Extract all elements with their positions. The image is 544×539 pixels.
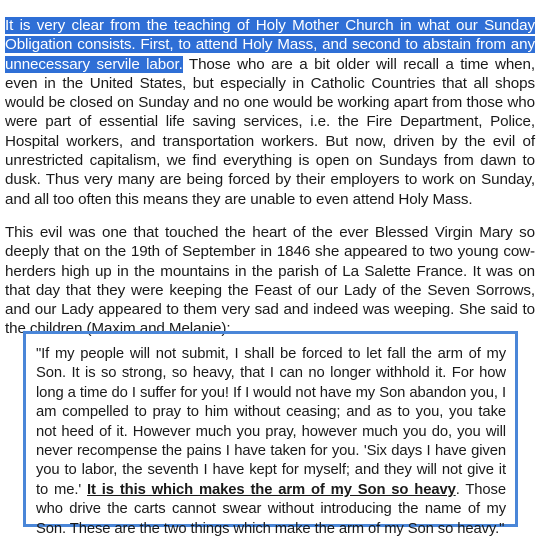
paragraph-sunday-obligation [5, 16, 535, 209]
selected-text-highlight[interactable]: It is very clear from the teaching of Holy Mother Church in what our Sunday Obligation consists. First, to attend Holy Mass, and second to abstain from any unnecessary servile labor. [5, 17, 535, 73]
document-body [5, 0, 535, 339]
paragraph-la-salette: This evil was one that touched the heart of the ever Blessed Virgin Mary so deeply that on the 19th of September in 1846 she appeared to two young cow-herders high up in the mountains in the parish of La Salette France. It was on that day that they were keeping the Feast of our Lady of the Seven Sorrows, and our Lady appeared to them very sad and indeed was weeping. She said to the children (Maxim and Melanie): [5, 223, 535, 338]
paragraph-text: Those who are a bit older will recall a time when, even in the United States, but especially in Catholic Countries that all shops would be closed on Sunday and no one would be working apart from those who were part of essential life saving services, i.e. the Fire Department, Police, Hospital workers, and transportation workers. But now, driven by the evil of unrestricted capitalism, we find everything is open on Sundays from dawn to dusk. Thus very many are being forced by their employers to work on Sunday, and all too often this means they are unable to even attend Holy Mass. [5, 55, 535, 208]
quote-box [23, 331, 518, 537]
quote-text-end: . Those who drive the carts cannot swear without introducing the name of my Son. These are the two things which make the arm of my Son so heavy." [36, 481, 506, 537]
quote-text [36, 345, 506, 539]
quote-text-start: "If my people will not submit, I shall be forced to let fall the arm of my Son. It is so strong, so heavy, that I can no longer withhold it. For how long a time do I suffer for you! If I would not have my Son abandon you, I am compelled to pray to him without ceasing; and as to you, you take not heed of it. However much you pray, however much you do, you will never recompense the pains I have taken for you. 'Six days I have given you to labor, the seventh I have kept for myself; and they will not give it to me.' [36, 346, 506, 498]
quote-emphasis: It is this which makes the arm of my Son so heavy [87, 481, 456, 498]
